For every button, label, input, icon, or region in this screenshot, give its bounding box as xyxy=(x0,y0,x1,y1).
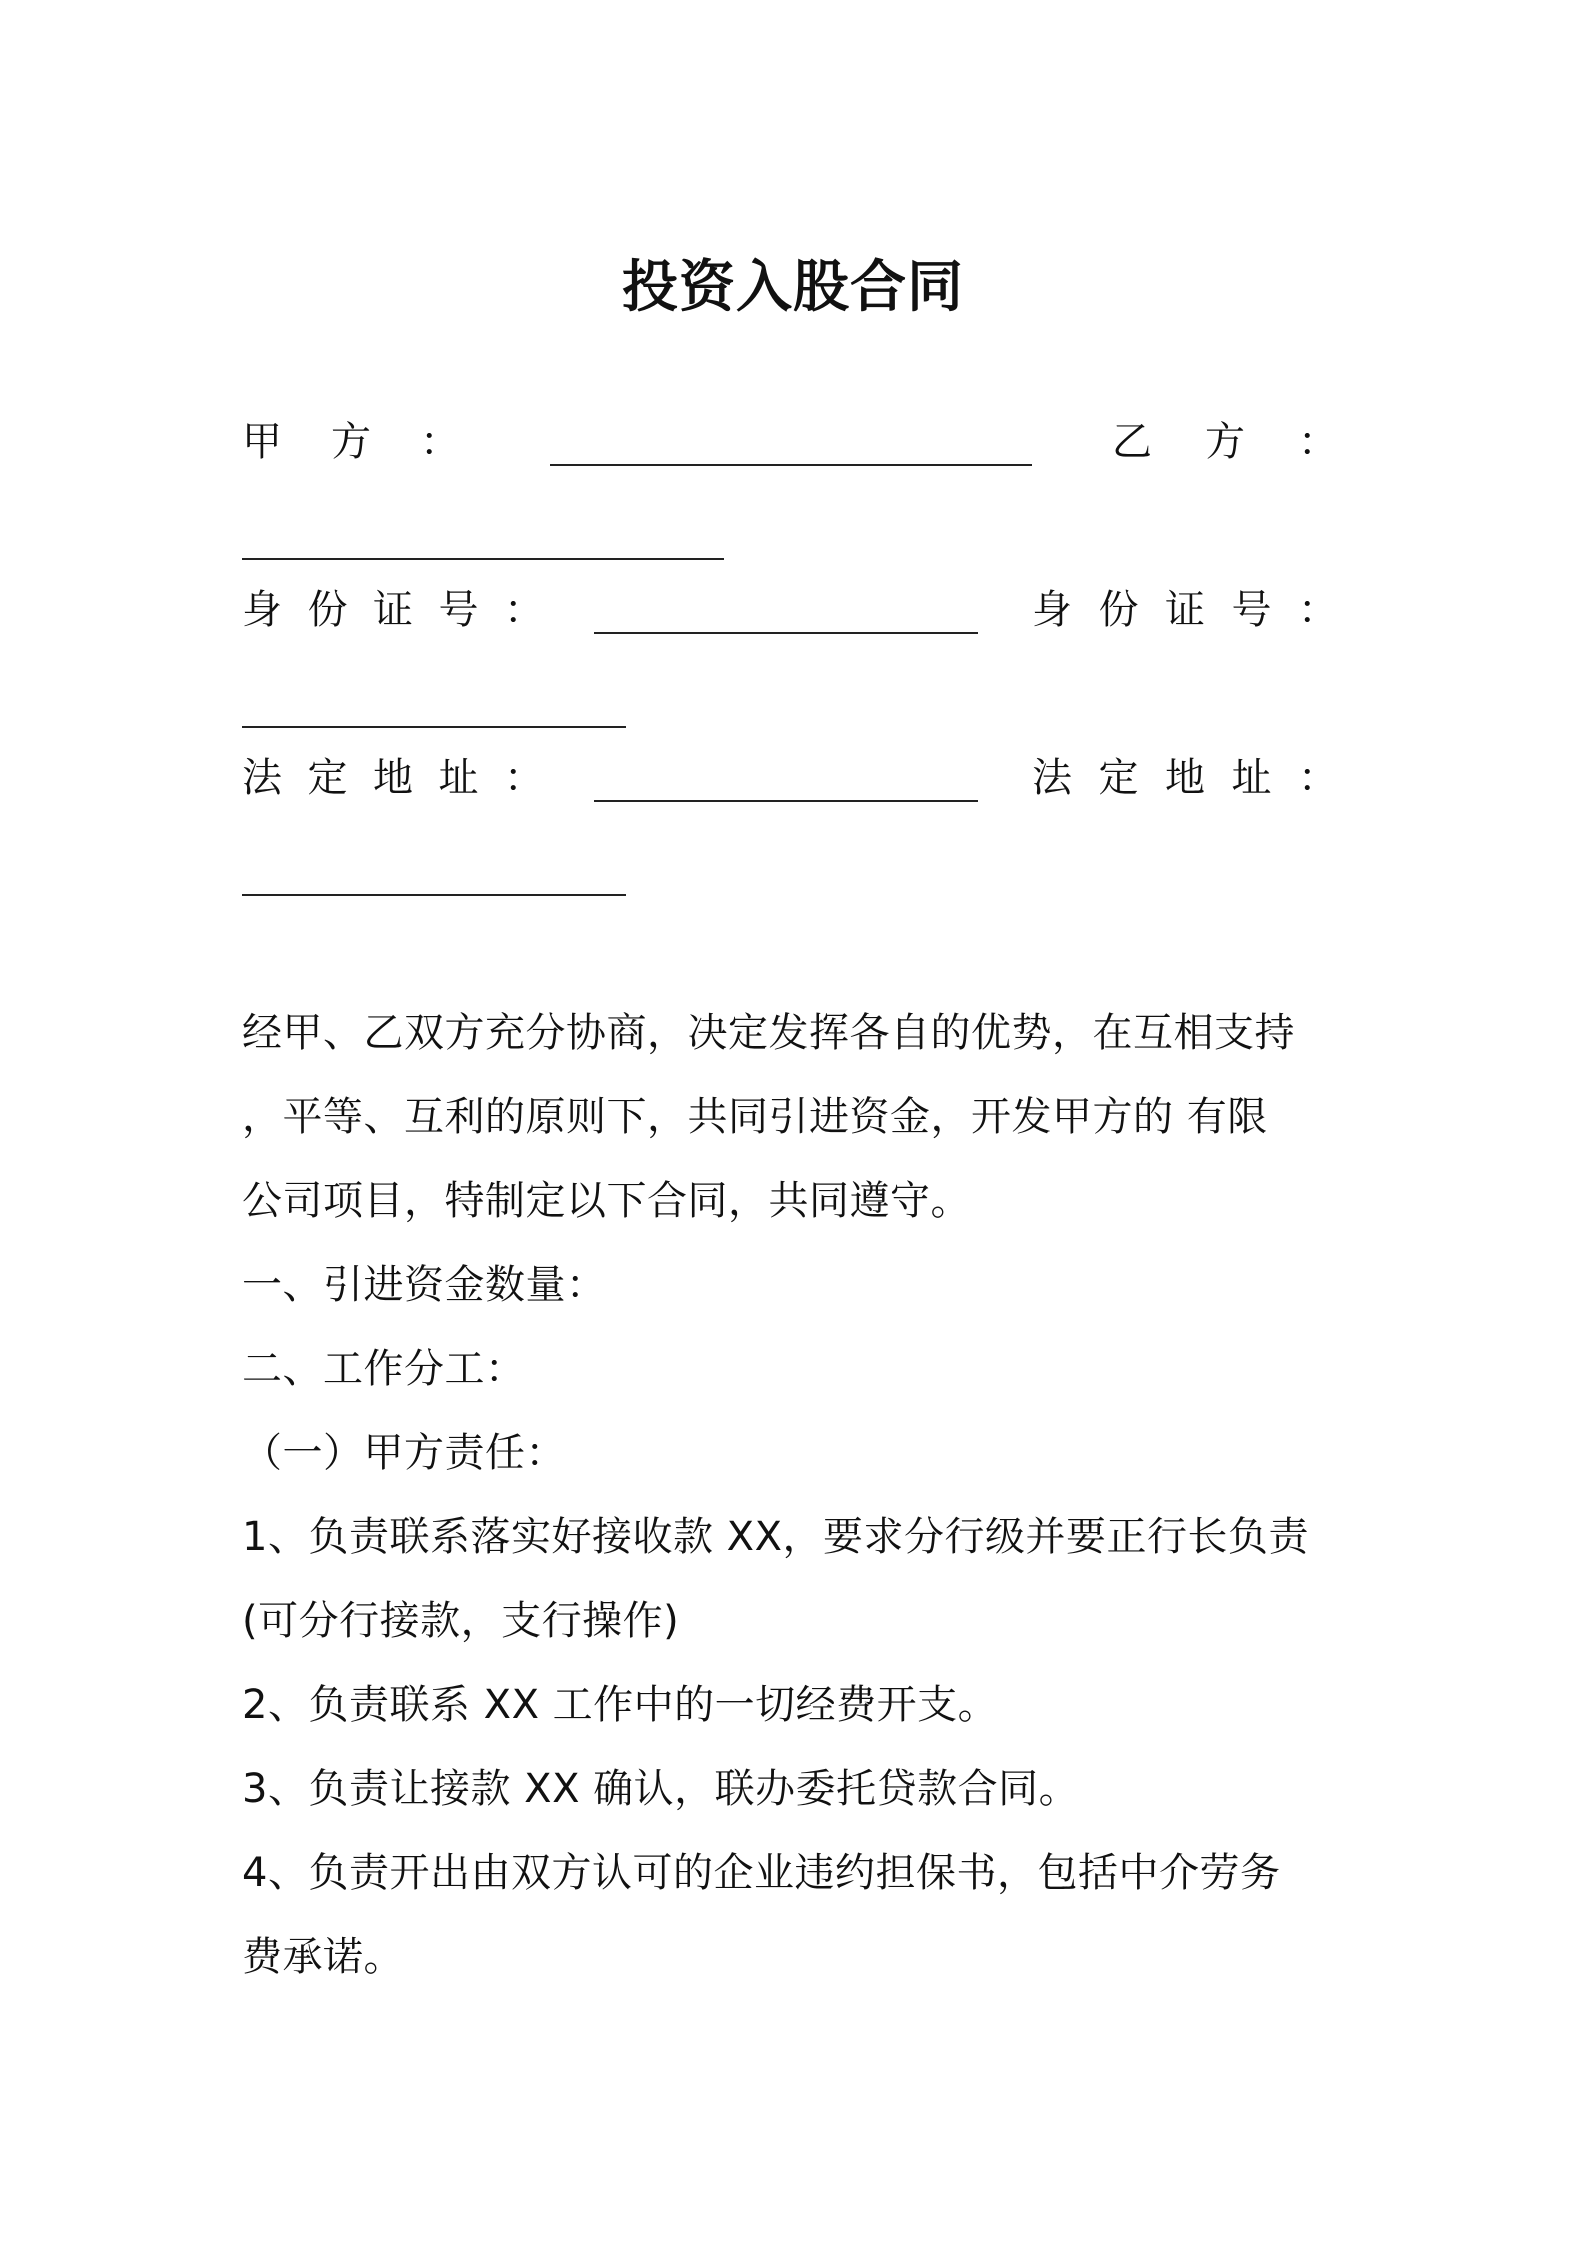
body-line: 公司项目，特制定以下合同，共同遵守。 xyxy=(242,1178,971,1224)
id-row xyxy=(242,580,1342,640)
section-heading: 一、引进资金数量： xyxy=(242,1262,607,1308)
party-b-blank[interactable] xyxy=(242,558,724,560)
list-item: 1、负责联系落实好接收款 XX，要求分行级并要正行长负责 xyxy=(242,1514,1309,1560)
party-b-id-label: 身 份 证 号 ： xyxy=(1032,587,1338,633)
party-b-address-label: 法 定 地 址 ： xyxy=(1032,755,1338,801)
party-a-id-blank[interactable] xyxy=(594,632,978,634)
subsection-heading: （一）甲方责任： xyxy=(242,1430,566,1476)
section-heading: 二、工作分工： xyxy=(242,1346,526,1392)
list-item: 2、负责联系 XX 工作中的一切经费开支。 xyxy=(242,1682,999,1728)
body-line: ，平等、互利的原则下，共同引进资金，开发甲方的 有限 xyxy=(242,1094,1268,1140)
list-item-continuation: 费承诺。 xyxy=(242,1934,404,1980)
party-b-label: 乙 方 ： xyxy=(1112,419,1338,465)
list-item: 4、负责开出由双方认可的企业违约担保书，包括中介劳务 xyxy=(242,1850,1281,1896)
party-a-blank[interactable] xyxy=(550,464,1032,466)
address-row xyxy=(242,748,1342,808)
party-a-address-blank[interactable] xyxy=(594,800,978,802)
body-line: 经甲、乙双方充分协商，决定发挥各自的优势，在互相支持 xyxy=(242,1010,1295,1056)
party-a-address-label: 法 定 地 址 ： xyxy=(242,755,544,801)
party-a-label: 甲 方 ： xyxy=(242,419,460,465)
party-b-id-blank[interactable] xyxy=(242,726,626,728)
document-title: 投资入股合同 xyxy=(622,255,964,320)
party-a-id-label: 身 份 证 号 ： xyxy=(242,587,544,633)
party-row xyxy=(242,412,1342,472)
party-b-address-blank[interactable] xyxy=(242,894,626,896)
list-item-continuation: (可分行接款，支行操作) xyxy=(242,1598,680,1644)
list-item: 3、负责让接款 XX 确认，联办委托贷款合同。 xyxy=(242,1766,1080,1812)
